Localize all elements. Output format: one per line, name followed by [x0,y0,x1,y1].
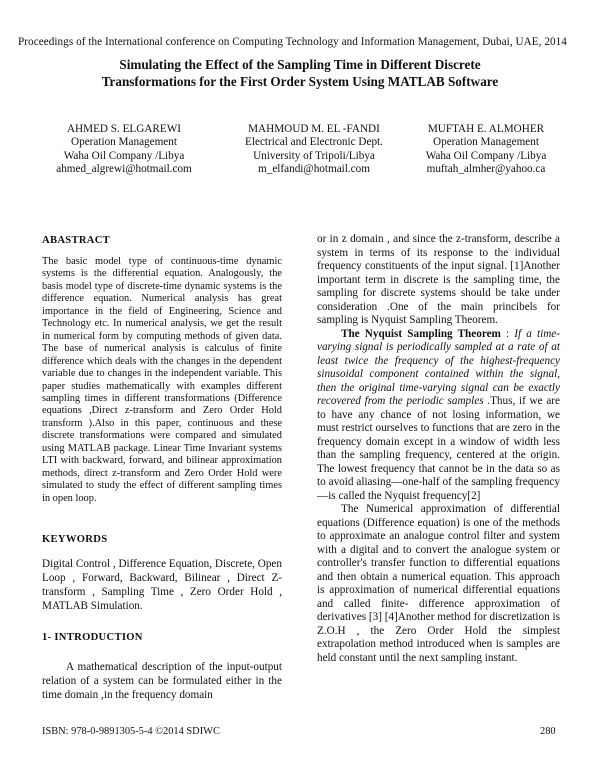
abstract-heading: ABASTRACT [42,235,111,246]
keywords-body: Digital Control , Difference Equation, Discrete, Open Loop , Forward, Backward, Bilinear , Direct Z-transform , Sampling Time , Zero Order Hold , MATLAB Simulation. [42,558,282,612]
author-email: m_elfandi@hotmail.com [258,162,370,175]
author-3 [391,123,581,176]
abstract-text [42,256,282,505]
author-2 [219,123,409,176]
author-email: muftah_almher@yahoo.ca [426,162,546,175]
author-dept: Operation Management [71,136,177,149]
introduction-heading: 1- INTRODUCTION [42,632,143,643]
author-name: AHMED S. ELGAREWI [66,123,182,135]
author-org: University of Tripoli/Libya [253,149,375,162]
footer-page-number: 280 [540,726,556,737]
author-org: Waha Oil Company /Libya [63,149,185,162]
paper-title [40,56,560,90]
abstract-body: The basic model type of continuous-time dynamic systems is the differential equation. Analogously, the basis model type of discrete-time dynamic systems is the difference equation. Numerical analysis has great importance in the field of Engineering, Science and Technology etc. In numerical analysis, we get the result in numerical form by computing methods of given data. The base of numerical analysis is calculus of finite difference which deals with the changes in the dependent variable due to changes in the independent variable. This paper studies mathematically with examples different sampling times in different transformations (Difference equations ,Direct z-transform and Zero Order Hold transform ).Also in this paper, continuous and these discrete transformations were compared and simulated using MATLAB package. Linear Time Invariant systems LTI with backward, forward, and bilinear approximation methods, direct z-transform and Zero Order Hold were simulated to study the effect of different sampling times in open loop. [42,256,282,504]
keywords-text [42,557,282,613]
nyquist-theorem-statement: If a time-varying signal is periodically sampled at a rate of at least twice the frequency of the highest-frequency sinusoidal component contained within the signal, then the original time-varying signal can be exactly recovered from the periodic samples [317,327,560,407]
author-dept: Operation Management [433,136,539,149]
author-dept: Electrical and Electronic Dept. [245,136,383,149]
nyquist-label: The Nyquist Sampling Theorem [341,327,501,340]
right-para-1: or in z domain , and since the z-transform, describe a system in terms of its response to the individual frequency constituents of the input signal. [1]Another important term in discrete is the sampling time, the sampling for discrete systems should be take under consideration .One of the main princibels for sampling is Nyquist Sampling Theorem. [317,233,560,326]
introduction-text [42,660,282,702]
title-line-1: Simulating the Effect of the Sampling Time in Different Discrete [119,57,481,72]
proceedings-header: Proceedings of the International conference on Computing Technology and Information Management, Dubai, UAE, 2014 [18,36,567,48]
nyquist-rest: .Thus, if we are to have any chance of not losing information, we must restrict ourselves to functions that are zero in the frequency domain except in a window of width less than the sampling frequency, centered at the origin. The lowest frequency that cannot be in the data so as to avoid aliasing—one-half of the sampling frequency—is called the Nyquist frequency[2] [317,395,560,502]
nyquist-paragraph [317,328,560,504]
nyquist-sep: : [500,327,515,340]
introduction-body: A mathematical description of the input-output relation of a system can be formulated either in the time domain ,in the frequency domain [42,661,282,701]
author-name: MAHMOUD M. EL -FANDI [248,123,380,135]
title-line-2: Transformations for the First Order System Using MATLAB Software [101,74,499,89]
author-org: Waha Oil Company /Libya [425,149,547,162]
keywords-heading: KEYWORDS [42,534,108,545]
author-1 [29,123,219,176]
author-email: ahmed_algrewi@hotmail.com [56,162,192,175]
right-column [317,233,560,665]
right-para-3: The Numerical approximation of differential equations (Difference equation) is one of the methods to approximate an analogue control filter and system with a digital and to convert the analogue system or controller's transfer function to differential equations and then obtain a numerical equation. This approach is approximation of numerical differential equations and called finite- difference approximation of derivatives [3] [4]Another method for discretization is Z.O.H , the Zero Order Hold the simplest extrapolation method introduced when is samples are held constant until the next sampling instant. [317,503,560,664]
footer-isbn: ISBN: 978-0-9891305-5-4 ©2014 SDIWC [42,726,220,737]
author-name: MUFTAH E. ALMOHER [427,123,545,135]
